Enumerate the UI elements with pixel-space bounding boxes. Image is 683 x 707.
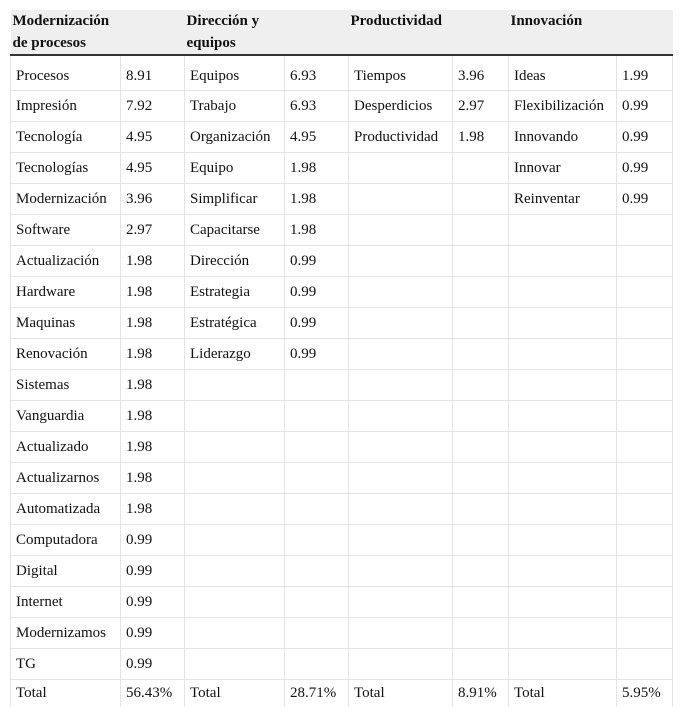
pct-innovacion-cell: 0.99 [617, 122, 673, 153]
word-modernizacion-cell: Actualización [11, 246, 121, 277]
pct-innovacion-cell [617, 246, 673, 277]
word-modernizacion-cell: TG [11, 649, 121, 680]
pct-productividad-cell [453, 494, 509, 525]
word-innovacion-cell [509, 370, 617, 401]
pct-modernizacion-cell: 1.98 [121, 463, 185, 494]
word-modernizacion-cell: Automatizada [11, 494, 121, 525]
total-value-cell: 56.43% [121, 680, 185, 707]
table-row [11, 587, 673, 618]
pct-innovacion-cell: 1.99 [617, 55, 673, 91]
pct-productividad-cell [453, 246, 509, 277]
word-productividad-cell [349, 587, 453, 618]
pct-direccion-cell: 0.99 [285, 339, 349, 370]
word-modernizacion-cell: Procesos [11, 55, 121, 91]
pct-productividad-cell [453, 525, 509, 556]
pct-direccion-cell: 1.98 [285, 184, 349, 215]
pct-direccion-cell [285, 525, 349, 556]
total-label-cell: Total [11, 680, 121, 707]
word-innovacion-cell: Ideas [509, 55, 617, 91]
header-row [11, 10, 673, 55]
word-productividad-cell [349, 277, 453, 308]
table-row [11, 494, 673, 525]
word-modernizacion-cell: Modernizamos [11, 618, 121, 649]
word-innovacion-cell [509, 587, 617, 618]
table-row [11, 432, 673, 463]
pct-innovacion-cell [617, 649, 673, 680]
word-direccion-cell: Liderazgo [185, 339, 285, 370]
word-productividad-cell: Tiempos [349, 55, 453, 91]
word-innovacion-cell [509, 246, 617, 277]
pct-innovacion-cell [617, 618, 673, 649]
pct-direccion-cell: 4.95 [285, 122, 349, 153]
pct-direccion-cell [285, 463, 349, 494]
pct-innovacion-cell [617, 463, 673, 494]
pct-modernizacion-cell: 1.98 [121, 401, 185, 432]
pct-direccion-cell [285, 649, 349, 680]
pct-direccion-cell: 1.98 [285, 153, 349, 184]
pct-innovacion-cell [617, 308, 673, 339]
table-row [11, 308, 673, 339]
table-row [11, 463, 673, 494]
word-innovacion-cell [509, 401, 617, 432]
pct-direccion-cell [285, 556, 349, 587]
word-productividad-cell [349, 494, 453, 525]
word-modernizacion-cell: Sistemas [11, 370, 121, 401]
word-direccion-cell [185, 401, 285, 432]
pct-direccion-cell: 0.99 [285, 277, 349, 308]
pct-direccion-cell [285, 370, 349, 401]
word-direccion-cell [185, 463, 285, 494]
word-innovacion-cell [509, 525, 617, 556]
table-body [11, 55, 673, 707]
word-modernizacion-cell: Software [11, 215, 121, 246]
pct-productividad-cell [453, 463, 509, 494]
word-innovacion-cell: Flexibilización [509, 91, 617, 122]
pct-productividad-cell [453, 277, 509, 308]
word-productividad-cell [349, 556, 453, 587]
header-spacer [285, 10, 349, 55]
pct-productividad-cell: 1.98 [453, 122, 509, 153]
table-row [11, 122, 673, 153]
pct-modernizacion-cell: 1.98 [121, 370, 185, 401]
pct-modernizacion-cell: 0.99 [121, 649, 185, 680]
pct-productividad-cell [453, 215, 509, 246]
word-modernizacion-cell: Renovación [11, 339, 121, 370]
word-modernizacion-cell: Actualizado [11, 432, 121, 463]
word-innovacion-cell: Reinventar [509, 184, 617, 215]
word-innovacion-cell [509, 463, 617, 494]
header-spacer [617, 10, 673, 55]
total-value-cell: 8.91% [453, 680, 509, 707]
word-productividad-cell [349, 370, 453, 401]
table-row [11, 339, 673, 370]
table-row [11, 401, 673, 432]
pct-modernizacion-cell: 0.99 [121, 525, 185, 556]
pct-modernizacion-cell: 8.91 [121, 55, 185, 91]
pct-direccion-cell: 1.98 [285, 215, 349, 246]
pct-productividad-cell [453, 587, 509, 618]
word-direccion-cell: Capacitarse [185, 215, 285, 246]
word-productividad-cell: Productividad [349, 122, 453, 153]
pct-direccion-cell: 6.93 [285, 55, 349, 91]
word-direccion-cell: Equipo [185, 153, 285, 184]
table-row [11, 525, 673, 556]
word-innovacion-cell [509, 308, 617, 339]
word-modernizacion-cell: Vanguardia [11, 401, 121, 432]
word-productividad-cell [349, 215, 453, 246]
pct-productividad-cell [453, 618, 509, 649]
pct-modernizacion-cell: 1.98 [121, 246, 185, 277]
pct-modernizacion-cell: 0.99 [121, 587, 185, 618]
word-productividad-cell [349, 525, 453, 556]
pct-productividad-cell [453, 370, 509, 401]
word-direccion-cell [185, 649, 285, 680]
table-row [11, 91, 673, 122]
word-productividad-cell [349, 649, 453, 680]
pct-direccion-cell [285, 494, 349, 525]
word-productividad-cell: Desperdicios [349, 91, 453, 122]
header-productividad: Productividad [349, 10, 453, 55]
word-productividad-cell [349, 339, 453, 370]
word-modernizacion-cell: Impresión [11, 91, 121, 122]
word-innovacion-cell [509, 649, 617, 680]
word-innovacion-cell [509, 277, 617, 308]
pct-modernizacion-cell: 0.99 [121, 618, 185, 649]
word-direccion-cell: Organización [185, 122, 285, 153]
word-productividad-cell [349, 184, 453, 215]
pct-productividad-cell [453, 339, 509, 370]
table-row [11, 184, 673, 215]
word-productividad-cell [349, 308, 453, 339]
pct-modernizacion-cell: 7.92 [121, 91, 185, 122]
pct-modernizacion-cell: 1.98 [121, 308, 185, 339]
pct-innovacion-cell [617, 525, 673, 556]
word-productividad-cell [349, 246, 453, 277]
word-innovacion-cell [509, 432, 617, 463]
pct-innovacion-cell [617, 339, 673, 370]
word-direccion-cell: Estratégica [185, 308, 285, 339]
total-label-cell: Total [185, 680, 285, 707]
word-modernizacion-cell: Internet [11, 587, 121, 618]
word-direccion-cell: Estrategia [185, 277, 285, 308]
word-direccion-cell: Equipos [185, 55, 285, 91]
header-modernizacion: Modernización de procesos [11, 10, 121, 55]
header-spacer [121, 10, 185, 55]
pct-direccion-cell: 0.99 [285, 308, 349, 339]
word-productividad-cell [349, 153, 453, 184]
pct-direccion-cell: 0.99 [285, 246, 349, 277]
pct-productividad-cell [453, 184, 509, 215]
word-modernizacion-cell: Hardware [11, 277, 121, 308]
word-productividad-cell [349, 401, 453, 432]
word-direccion-cell: Dirección [185, 246, 285, 277]
pct-innovacion-cell [617, 370, 673, 401]
pct-productividad-cell [453, 308, 509, 339]
pct-productividad-cell: 3.96 [453, 55, 509, 91]
table-row [11, 277, 673, 308]
total-label-cell: Total [509, 680, 617, 707]
pct-modernizacion-cell: 4.95 [121, 122, 185, 153]
pct-productividad-cell [453, 432, 509, 463]
header-spacer [453, 10, 509, 55]
word-modernizacion-cell: Digital [11, 556, 121, 587]
word-direccion-cell [185, 618, 285, 649]
pct-modernizacion-cell: 1.98 [121, 339, 185, 370]
total-value-cell: 5.95% [617, 680, 673, 707]
pct-productividad-cell [453, 153, 509, 184]
pct-innovacion-cell: 0.99 [617, 153, 673, 184]
word-innovacion-cell [509, 556, 617, 587]
pct-direccion-cell [285, 432, 349, 463]
word-modernizacion-cell: Maquinas [11, 308, 121, 339]
word-innovacion-cell [509, 339, 617, 370]
word-innovacion-cell [509, 215, 617, 246]
pct-innovacion-cell [617, 587, 673, 618]
pct-direccion-cell [285, 618, 349, 649]
pct-modernizacion-cell: 1.98 [121, 494, 185, 525]
pct-innovacion-cell: 0.99 [617, 91, 673, 122]
word-direccion-cell [185, 370, 285, 401]
word-direccion-cell [185, 587, 285, 618]
pct-innovacion-cell [617, 494, 673, 525]
total-row [11, 680, 673, 707]
table-row [11, 649, 673, 680]
pct-direccion-cell [285, 401, 349, 432]
pct-modernizacion-cell: 4.95 [121, 153, 185, 184]
pct-innovacion-cell [617, 215, 673, 246]
table-row [11, 370, 673, 401]
total-label-cell: Total [349, 680, 453, 707]
word-frequency-table [10, 10, 673, 707]
pct-modernizacion-cell: 1.98 [121, 277, 185, 308]
pct-modernizacion-cell: 2.97 [121, 215, 185, 246]
word-innovacion-cell: Innovando [509, 122, 617, 153]
pct-direccion-cell [285, 587, 349, 618]
pct-modernizacion-cell: 3.96 [121, 184, 185, 215]
word-frequency-table-container [10, 10, 672, 707]
pct-productividad-cell [453, 556, 509, 587]
pct-modernizacion-cell: 0.99 [121, 556, 185, 587]
table-row [11, 618, 673, 649]
pct-innovacion-cell [617, 556, 673, 587]
pct-innovacion-cell [617, 401, 673, 432]
pct-productividad-cell: 2.97 [453, 91, 509, 122]
word-direccion-cell [185, 525, 285, 556]
word-direccion-cell [185, 556, 285, 587]
word-productividad-cell [349, 463, 453, 494]
table-row [11, 55, 673, 91]
word-direccion-cell: Trabajo [185, 91, 285, 122]
table-row [11, 246, 673, 277]
pct-productividad-cell [453, 401, 509, 432]
header-innovacion: Innovación [509, 10, 617, 55]
word-modernizacion-cell: Tecnología [11, 122, 121, 153]
header-direccion: Dirección y equipos [185, 10, 285, 55]
pct-direccion-cell: 6.93 [285, 91, 349, 122]
pct-innovacion-cell [617, 277, 673, 308]
total-value-cell: 28.71% [285, 680, 349, 707]
table-row [11, 153, 673, 184]
word-direccion-cell [185, 432, 285, 463]
pct-modernizacion-cell: 1.98 [121, 432, 185, 463]
pct-innovacion-cell: 0.99 [617, 184, 673, 215]
pct-innovacion-cell [617, 432, 673, 463]
word-innovacion-cell [509, 618, 617, 649]
table-row [11, 556, 673, 587]
word-innovacion-cell [509, 494, 617, 525]
table-row [11, 215, 673, 246]
pct-productividad-cell [453, 649, 509, 680]
word-modernizacion-cell: Modernización [11, 184, 121, 215]
word-direccion-cell: Simplificar [185, 184, 285, 215]
word-productividad-cell [349, 432, 453, 463]
word-modernizacion-cell: Actualizarnos [11, 463, 121, 494]
word-modernizacion-cell: Computadora [11, 525, 121, 556]
word-direccion-cell [185, 494, 285, 525]
word-productividad-cell [349, 618, 453, 649]
word-modernizacion-cell: Tecnologías [11, 153, 121, 184]
word-innovacion-cell: Innovar [509, 153, 617, 184]
